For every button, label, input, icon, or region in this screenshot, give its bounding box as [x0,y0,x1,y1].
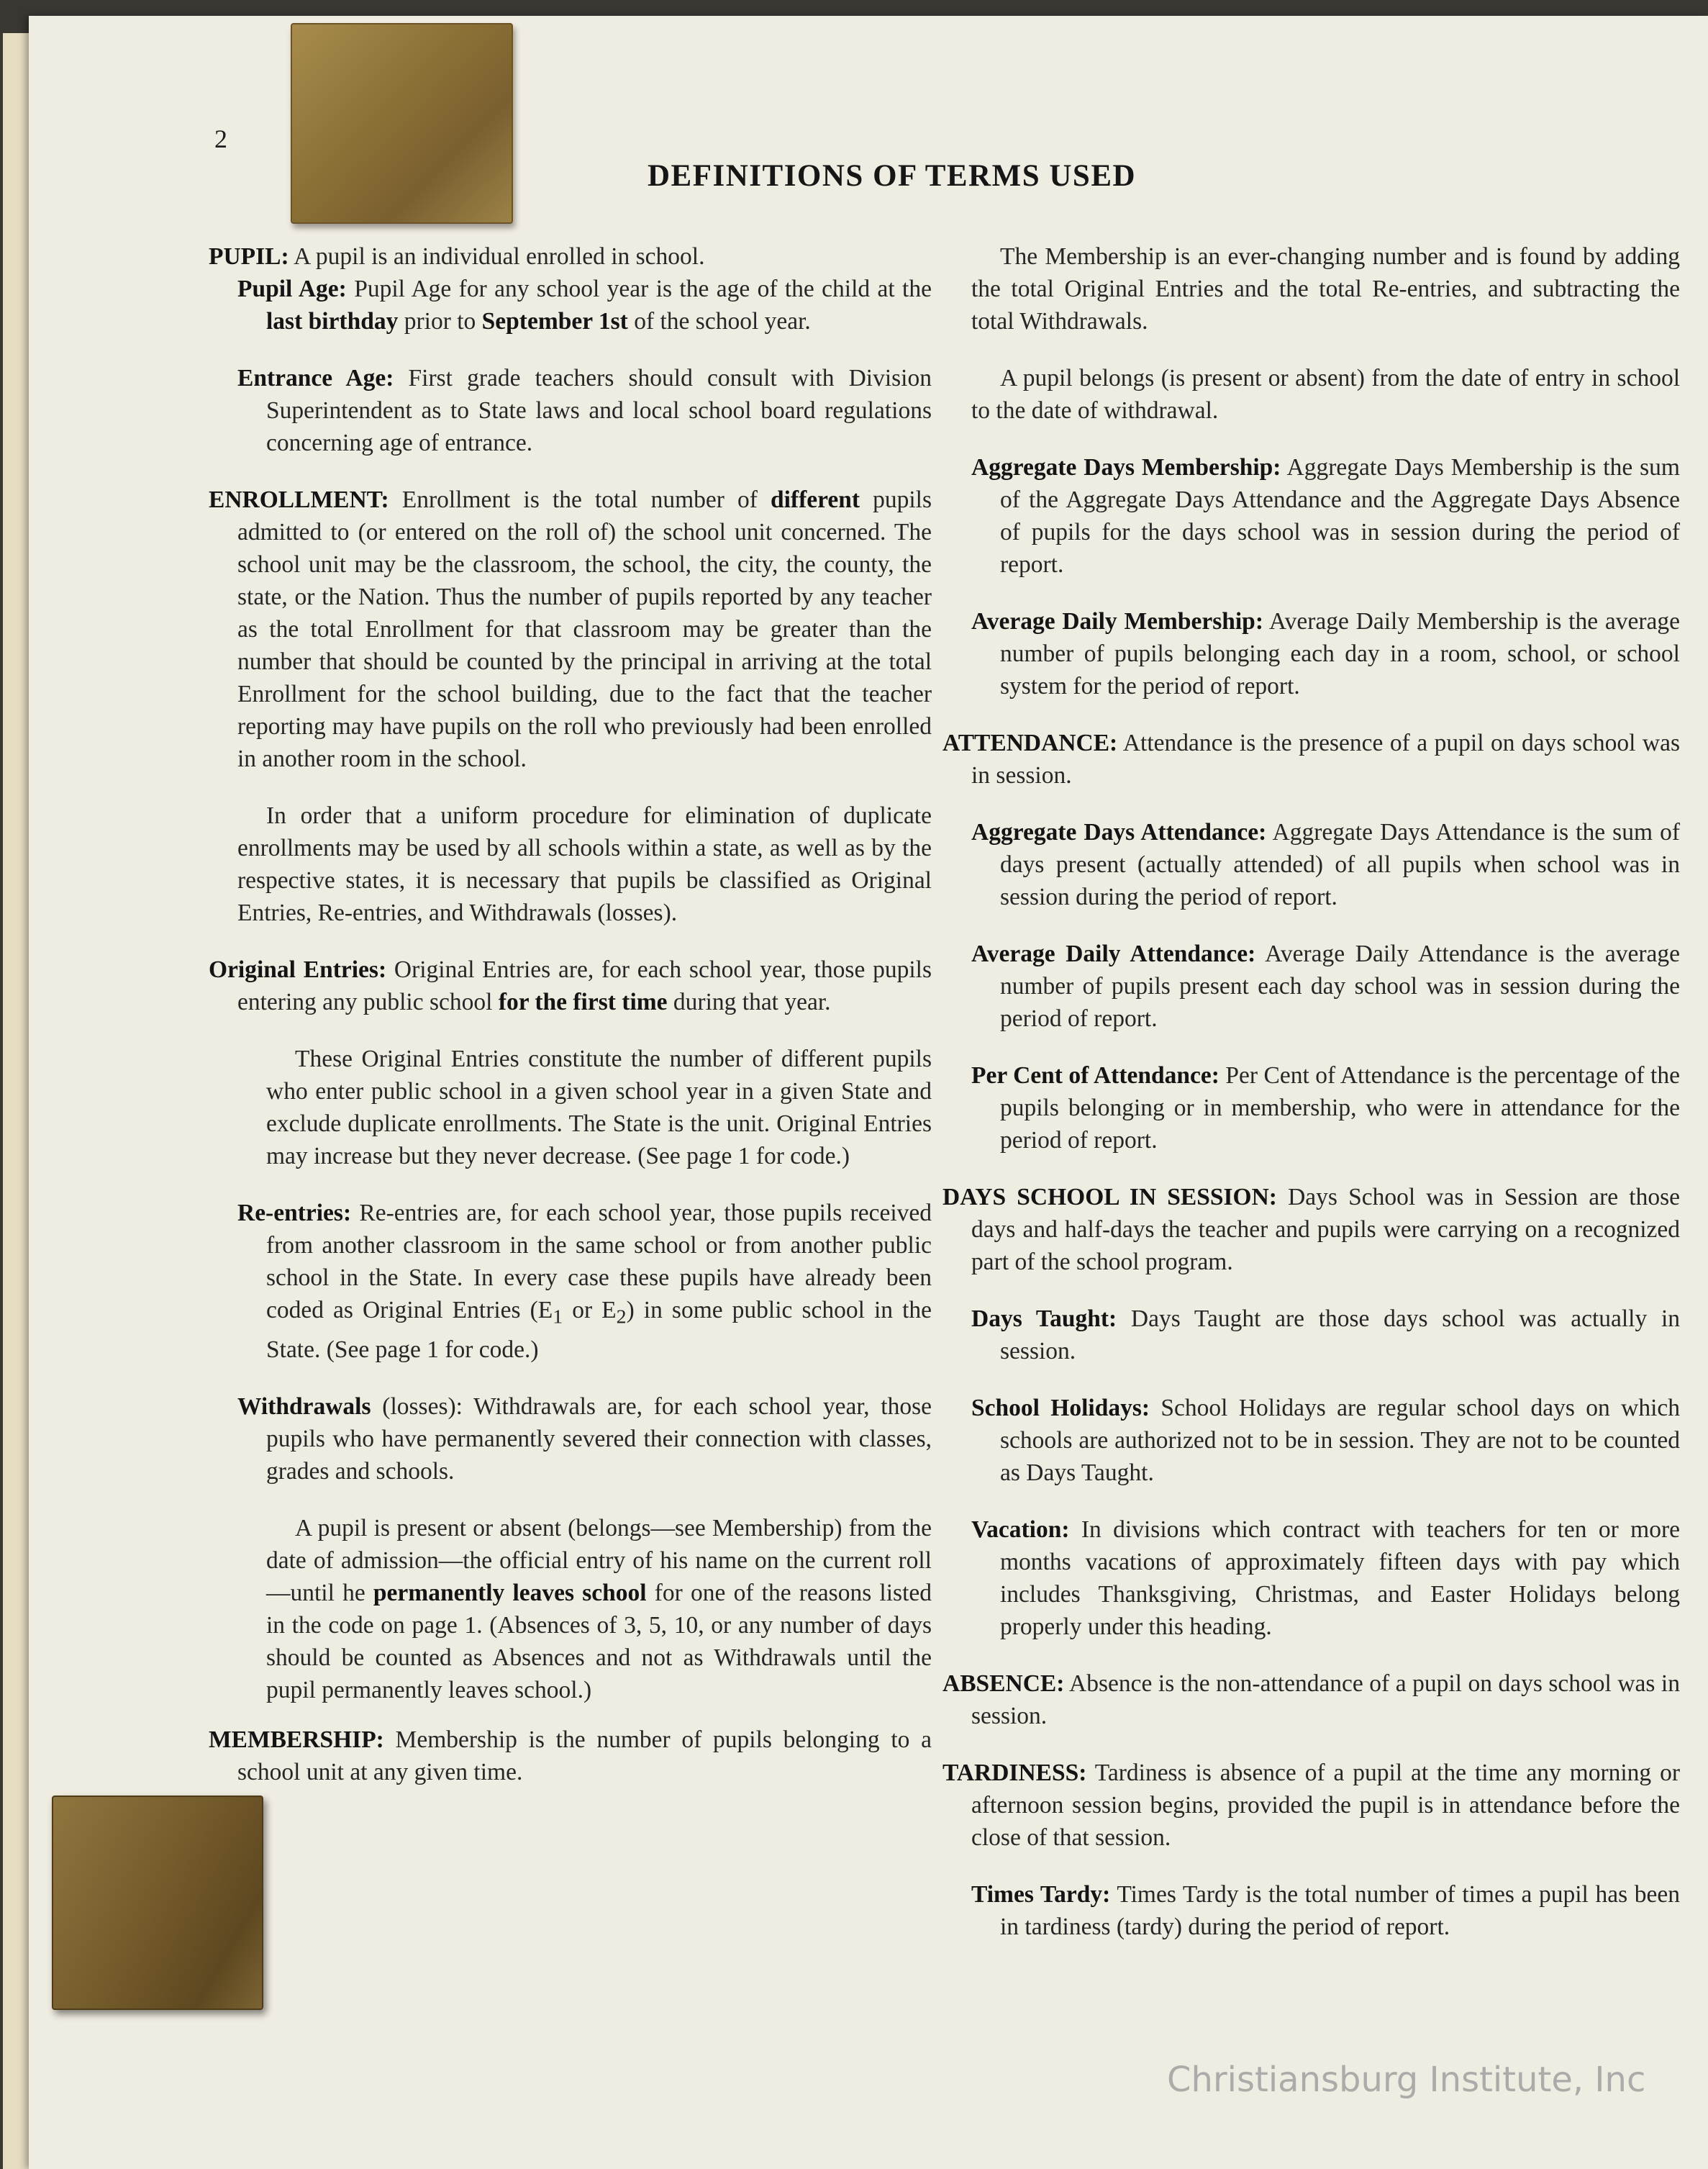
term-days-taught: Days Taught: [971,1305,1117,1332]
definition-per-cent-of-attendance: Per Cent of Attendance: Per Cent of Attendance is the percentage of the pupils belonging or in membership, who were in attendance for the period of report. [971,1062,1680,1154]
definition-membership: MEMBERSHIP: Membership is the number of pupils belonging to a school unit at any given time. [209,1726,932,1785]
definition-average-daily-attendance: Average Daily Attendance: Average Daily Attendance is the average number of pupils present each day school was in session during the period of report. [971,941,1680,1032]
definition-days-taught: Days Taught: Days Taught are those days school was actually in session. [971,1305,1680,1364]
watermark: Christiansburg Institute, Inc [1167,2060,1646,2100]
binder-clip-top [291,23,513,224]
definition-enrollment: ENROLLMENT: Enrollment is the total number of different pupils admitted to (or entered on the roll of) the school unit concerned. The school unit may be the classroom, the school, the city, the county, the state, or the Nation. Thus the number of pupils reported by any teacher as the total Enrollment for that classroom may be greater than the number that should be counted by the principal in arriving at the total Enrollment for the school building, due to the fact that the teacher reporting may have pupils on the roll who previously had been enrolled in another room in the school. [209,486,932,772]
definition-pupil: PUPIL: A pupil is an individual enrolled in school. [209,243,705,270]
term-per-cent-of-attendance: Per Cent of Attendance: [971,1062,1219,1089]
paragraph-membership-changing: The Membership is an ever-changing number and is found by adding the total Original Entries and the total Re-entries, and subtracting the total Withdrawals. [971,243,1680,335]
definition-vacation: Vacation: In divisions which contract with teachers for ten or more months vacations of approximately fifteen days with pay which includes Thanksgiving, Christmas, and Easter Holidays belong properly under this heading. [971,1516,1680,1640]
binder-clip-bottom [52,1796,263,2010]
definition-absence: ABSENCE: Absence is the non-attendance of a pupil on days school was in session. [942,1670,1680,1729]
page-title: DEFINITIONS OF TERMS USED [648,159,1137,193]
definition-withdrawals: Withdrawals (losses): Withdrawals are, for each school year, those pupils who have permanently severed their connection with classes, grades and schools. [237,1393,932,1485]
term-withdrawals: Withdrawals [237,1393,371,1420]
left-column [209,240,932,1813]
term-re-entries: Re-entries: [237,1200,352,1226]
definition-entrance-age: Entrance Age: First grade teachers should consult with Division Superintendent as to State laws and local school board regulations concerning age of entrance. [237,365,932,456]
paragraph-pupil-belongs: A pupil belongs (is present or absent) from the date of entry in school to the date of withdrawal. [971,365,1680,424]
definition-school-holidays: School Holidays: School Holidays are regular school days on which schools are authorized not to be in session. They are not to be counted as Days Taught. [971,1395,1681,1486]
term-pupil-age: Pupil Age: [237,276,347,302]
page-number: 2 [214,124,227,153]
right-column [942,240,1680,1968]
term-average-daily-membership: Average Daily Membership: [971,608,1263,635]
definition-re-entries: Re-entries: Re-entries are, for each school year, those pupils received from another classroom in the same school or from another public school in the State. In every case these pupils have already been coded as Original Entries ($E_1$ or $E_2$) in some public school in the State. (See page 1 for code.) [237,1200,932,1363]
term-aggregate-days-attendance: Aggregate Days Attendance: [971,819,1267,846]
paragraph-permanently-leaves: A pupil is present or absent (belongs—see Membership) from the date of admission—the official entry of his name on the current roll—until he permanently leaves school for one of the reasons listed in the code on page 1. (Absences of 3, 5, 10, or any number of days should be counted as Absences and not as Withdrawals until the pupil permanently leaves school.) [266,1514,932,1703]
term-aggregate-days-membership: Aggregate Days Membership: [971,454,1281,481]
term-days-school-in-session: DAYS SCHOOL IN SESSION: [942,1184,1277,1210]
paragraph-duplicate-enrollments: In order that a uniform procedure for elimination of duplicate enrollments may be used by all schools within a state, as well as by the respective states, it is necessary that pupils be classified as Original Entries, Re-entries, and Withdrawals (losses). [237,802,932,926]
definition-attendance: ATTENDANCE: Attendance is the presence of a pupil on days school was in session. [942,730,1680,789]
term-school-holidays: School Holidays: [971,1395,1150,1421]
paragraph-original-entries-detail: These Original Entries constitute the number of different pupils who enter public school in a given school year in a given State and exclude duplicate enrollments. The State is the unit. Original Entries may increase but they never decrease. (See page 1 for code.) [266,1046,932,1169]
term-attendance: ATTENDANCE: [942,730,1118,756]
definition-aggregate-days-attendance: Aggregate Days Attendance: Aggregate Days Attendance is the sum of days present (actually attended) of all pupils when school was in session during the period of report. [971,819,1680,910]
term-pupil: PUPIL: [209,243,289,270]
term-times-tardy: Times Tardy: [971,1881,1111,1908]
document-page [29,16,1708,2169]
definition-tardiness: TARDINESS: Tardiness is absence of a pupil at the time any morning or afternoon session begins, provided the pupil is in attendance before the close of that session. [942,1760,1680,1851]
term-enrollment: ENROLLMENT: [209,486,389,513]
term-vacation: Vacation: [971,1516,1070,1543]
term-original-entries: Original Entries: [209,956,387,983]
term-absence: ABSENCE: [942,1670,1065,1697]
definition-original-entries: Original Entries: Original Entries are, for each school year, those pupils entering any public school for the first time during that year. [209,956,932,1015]
definition-aggregate-days-membership: Aggregate Days Membership: Aggregate Days Membership is the sum of the Aggregate Days Attendance and the Aggregate Days Absence of pupils for the days school was in session during the period of report. [971,454,1680,578]
term-average-daily-attendance: Average Daily Attendance: [971,941,1256,967]
term-tardiness: TARDINESS: [942,1760,1087,1786]
definition-days-school-in-session: DAYS SCHOOL IN SESSION: Days School was in Session are those days and half-days the teacher and pupils were carrying on a recognized part of the school program. [942,1184,1680,1275]
definition-average-daily-membership: Average Daily Membership: Average Daily Membership is the average number of pupils belonging each day in a room, school, or school system for the period of report. [971,608,1680,699]
term-entrance-age: Entrance Age: [237,365,394,391]
term-membership: MEMBERSHIP: [209,1726,384,1753]
definition-pupil-age: Pupil Age: Pupil Age for any school year is the age of the child at the last birthday prior to September 1st of the school year. [237,276,932,335]
definition-times-tardy: Times Tardy: Times Tardy is the total number of times a pupil has been in tardiness (tardy) during the period of report. [971,1881,1681,1940]
